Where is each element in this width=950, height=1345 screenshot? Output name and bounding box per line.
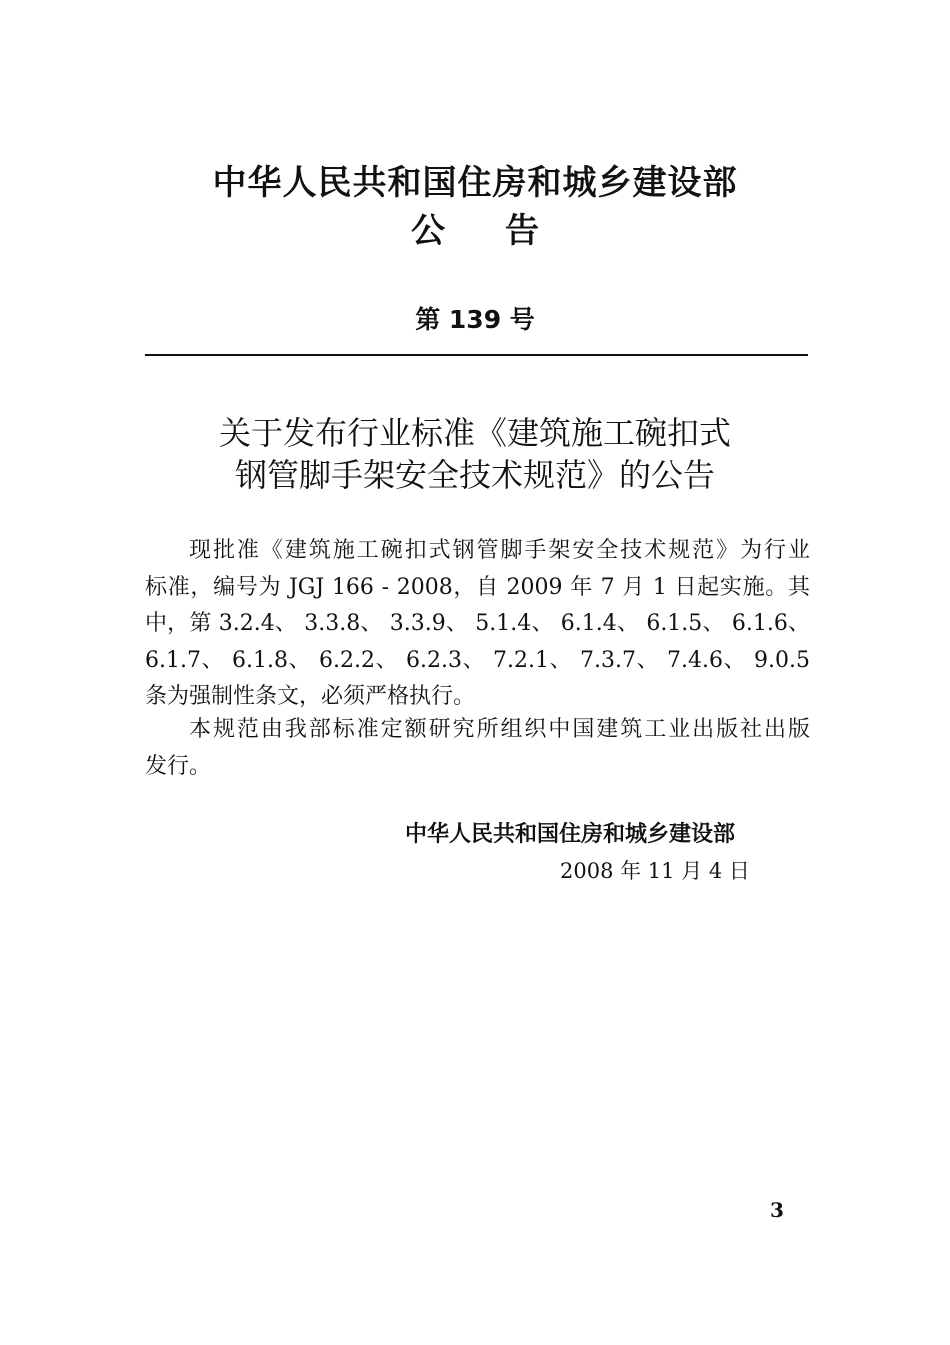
subject-line-1: 关于发布行业标准《建筑施工碗扣式 xyxy=(218,414,731,452)
paragraph-line: 6.1.7、 6.1.8、 6.2.2、 6.2.3、 7.2.1、 7.3.7、 7.4.6、 9.0.5 xyxy=(145,647,810,673)
subject-line-2: 钢管脚手架安全技术规范》的公告 xyxy=(234,456,715,494)
issuer-title: 中华人民共和国住房和城乡建设部 xyxy=(212,163,738,203)
paragraph-line: 条为强制性条文，必须严格执行。 xyxy=(145,684,476,709)
paragraph-line: 中，第 3.2.4、 3.3.8、 3.3.9、 5.1.4、 6.1.4、 6.1.5、 6.1.6、 xyxy=(145,611,810,636)
page-number: 3 xyxy=(770,1198,784,1222)
document-type-heading: 公告 xyxy=(411,211,599,251)
paragraph-line: 本规范由我部标准定额研究所组织中国建筑工业出版社出版 xyxy=(189,717,810,742)
announcement-subject xyxy=(0,412,950,496)
announcement-number: 第 139 号 xyxy=(415,305,535,334)
signature-organization: 中华人民共和国住房和城乡建设部 xyxy=(405,822,736,847)
paragraph-line: 现批准《建筑施工碗扣式钢管脚手架安全技术规范》为行业 xyxy=(189,538,810,563)
body-paragraph-publication xyxy=(145,712,810,785)
header-divider xyxy=(145,354,808,356)
paragraph-line: 标准，编号为 JGJ 166 - 2008，自 2009 年 7 月 1 日起实施。其 xyxy=(145,574,810,600)
body-paragraph-approval xyxy=(145,533,810,716)
paragraph-line: 发行。 xyxy=(145,753,212,779)
signature-date: 2008 年 11 月 4 日 xyxy=(560,859,750,883)
